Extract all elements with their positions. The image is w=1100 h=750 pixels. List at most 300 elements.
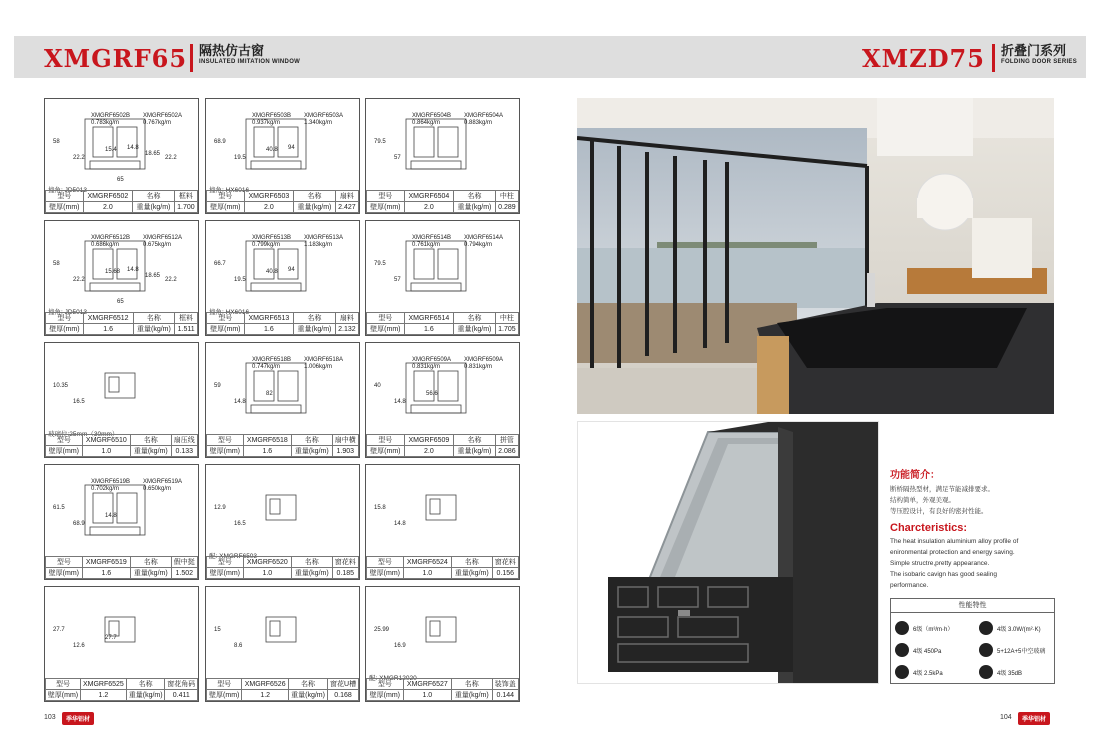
dimension-label: 40.8 bbox=[266, 147, 278, 153]
model-value: XMGRF6502 bbox=[83, 191, 133, 202]
weight-value: 0.411 bbox=[165, 690, 198, 701]
wall-value: 1.0 bbox=[243, 568, 291, 579]
spec-label: 型号 bbox=[367, 191, 405, 202]
profile-cell bbox=[365, 98, 520, 214]
spec-label: 名称 bbox=[451, 557, 492, 568]
model-value: XMGRF6525 bbox=[80, 679, 126, 690]
spec-label: 重量(kg/m) bbox=[288, 690, 327, 701]
model-value: XMGRF6524 bbox=[403, 557, 451, 568]
dimension-label: 16.9 bbox=[394, 643, 406, 649]
part-label: 0.650kg/m bbox=[143, 486, 172, 492]
features-cn-line: 结构简单，外观美观。 bbox=[890, 497, 955, 504]
thermal-icon bbox=[979, 621, 993, 635]
features-cn-line: 断桥隔热型材，满足节能减排要求。 bbox=[890, 486, 994, 493]
dimension-label: 22.2 bbox=[165, 155, 177, 161]
dimension-label: 58 bbox=[53, 139, 60, 145]
profile-cell bbox=[365, 586, 520, 702]
dimension-label: 14.8 bbox=[105, 513, 117, 519]
dimension-label: 14.8 bbox=[127, 267, 139, 273]
dimension-label: 57 bbox=[394, 155, 401, 161]
dimension-label: 56.6 bbox=[426, 391, 438, 397]
weight-value: 0.133 bbox=[171, 446, 197, 457]
part-label: XMGRF6503B bbox=[252, 113, 292, 119]
spec-label: 重量(kg/m) bbox=[454, 324, 496, 335]
weight-value: 0.168 bbox=[328, 690, 359, 701]
part-label: XMGRF6519A bbox=[143, 479, 183, 485]
spec-table bbox=[366, 434, 519, 457]
dimension-label: 14.8 bbox=[127, 145, 139, 151]
cell-note: 配: XMGRF6503 bbox=[209, 553, 258, 560]
part-label: XMGRF6518B bbox=[252, 357, 292, 363]
watertightness-icon bbox=[895, 643, 909, 657]
features-en-title: Charcteristics: bbox=[890, 522, 968, 534]
spec-label: 型号 bbox=[46, 191, 84, 202]
weight-value: 0.289 bbox=[495, 202, 518, 213]
dimension-label: 15 bbox=[214, 627, 221, 633]
part-label: 0.831kg/m bbox=[412, 364, 441, 370]
wall-value: 1.6 bbox=[404, 324, 454, 335]
sound-insulation-icon bbox=[979, 665, 993, 679]
profile-cell bbox=[44, 342, 199, 458]
dimension-label: 8.6 bbox=[234, 643, 243, 649]
spec-label: 重量(kg/m) bbox=[451, 568, 492, 579]
wall-value: 1.0 bbox=[82, 446, 130, 457]
dimension-label: 16.5 bbox=[73, 399, 85, 405]
features-en-line: Simple structre,pretty appearance. bbox=[890, 560, 990, 567]
profile-drawing bbox=[366, 99, 519, 185]
dimension-label: 79.5 bbox=[374, 139, 386, 145]
part-label: 0.883kg/m bbox=[464, 120, 493, 126]
model-value: XMGRF6518 bbox=[243, 435, 291, 446]
part-label: XMGRF6504A bbox=[464, 113, 504, 119]
spec-label: 重量(kg/m) bbox=[133, 324, 175, 335]
model-value: XMGRF6520 bbox=[243, 557, 291, 568]
cell-note: 撞角: JD5013 bbox=[48, 309, 88, 316]
spec-label: 重量(kg/m) bbox=[291, 568, 332, 579]
frame-cross-section-image bbox=[577, 421, 879, 684]
dimension-label: 25.99 bbox=[374, 627, 390, 633]
name-value: 扇中横 bbox=[332, 435, 358, 446]
performance-row bbox=[975, 617, 1041, 639]
dimension-label: 68.9 bbox=[214, 139, 226, 145]
spec-label: 型号 bbox=[46, 435, 83, 446]
performance-value: 4级 450Pa bbox=[913, 648, 942, 655]
name-value: 窗花料 bbox=[492, 557, 518, 568]
name-value: 窗花料 bbox=[332, 557, 358, 568]
spec-label: 名称 bbox=[126, 679, 165, 690]
spec-label: 重量(kg/m) bbox=[294, 202, 336, 213]
part-label: XMGRF6514B bbox=[412, 235, 452, 241]
wall-value: 1.6 bbox=[82, 568, 130, 579]
right-brand-logo: 季华铝材 bbox=[1018, 712, 1050, 725]
part-label: 0.831kg/m bbox=[464, 364, 493, 370]
performance-table bbox=[890, 598, 1055, 684]
profile-drawing bbox=[206, 221, 359, 307]
profile-cell bbox=[44, 464, 199, 580]
name-value: 扇料 bbox=[335, 313, 358, 324]
dimension-label: 57 bbox=[394, 277, 401, 283]
performance-value: 4级 35dB bbox=[997, 670, 1023, 677]
performance-row bbox=[975, 639, 1045, 661]
spec-label: 壁厚(mm) bbox=[46, 202, 84, 213]
spec-label: 壁厚(mm) bbox=[46, 690, 81, 701]
part-label: 0.747kg/m bbox=[252, 364, 281, 370]
model-value: XMGRF6504 bbox=[404, 191, 454, 202]
dimension-label: 15.4 bbox=[105, 147, 117, 153]
profile-drawing bbox=[45, 99, 198, 185]
spec-table bbox=[45, 434, 198, 457]
spec-label: 型号 bbox=[46, 313, 84, 324]
weight-value: 2.132 bbox=[335, 324, 358, 335]
profile-drawing bbox=[206, 465, 359, 551]
part-label: 0.686kg/m bbox=[91, 242, 120, 248]
weight-value: 1.700 bbox=[174, 202, 197, 213]
spec-table bbox=[366, 312, 519, 335]
dimension-label: 14.8 bbox=[234, 399, 246, 405]
cell-note: 玻璃位:25mm（30mm） bbox=[48, 431, 119, 438]
spec-label: 重量(kg/m) bbox=[130, 446, 171, 457]
dimension-label: 65 bbox=[117, 299, 124, 305]
part-label: XMGRF6504B bbox=[412, 113, 452, 119]
spec-label: 名称 bbox=[294, 191, 336, 202]
spec-label: 重量(kg/m) bbox=[454, 202, 496, 213]
weight-value: 1.502 bbox=[171, 568, 197, 579]
profile-drawing bbox=[45, 465, 198, 551]
spec-label: 型号 bbox=[367, 313, 405, 324]
dimension-label: 14.8 bbox=[394, 521, 406, 527]
performance-row bbox=[975, 661, 1022, 683]
name-value: 窗花角码 bbox=[165, 679, 198, 690]
spec-table bbox=[206, 678, 359, 701]
profile-drawing bbox=[206, 343, 359, 429]
part-label: 0.864kg/m bbox=[412, 120, 441, 126]
part-label: XMGRF6513A bbox=[304, 235, 344, 241]
spec-label: 名称 bbox=[454, 191, 496, 202]
profile-drawing bbox=[366, 343, 519, 429]
wind-pressure-icon bbox=[895, 665, 909, 679]
model-value: XMGRF6527 bbox=[403, 679, 451, 690]
dimension-label: 18.65 bbox=[145, 273, 161, 279]
spec-label: 壁厚(mm) bbox=[367, 324, 405, 335]
dimension-label: 27.7 bbox=[53, 627, 65, 633]
dimension-label: 22.2 bbox=[165, 277, 177, 283]
profile-drawing bbox=[206, 99, 359, 185]
weight-value: 1.511 bbox=[175, 324, 198, 335]
dimension-label: 40.8 bbox=[266, 269, 278, 275]
dimension-label: 59 bbox=[214, 383, 221, 389]
part-label: 0.937kg/m bbox=[252, 120, 281, 126]
dimension-label: 40 bbox=[374, 383, 381, 389]
spec-label: 名称 bbox=[288, 679, 327, 690]
model-value: XMGRF6514 bbox=[404, 313, 454, 324]
cell-note: 撞角: HX6016 bbox=[209, 309, 250, 316]
spec-table bbox=[45, 678, 198, 701]
weight-value: 0.156 bbox=[492, 568, 518, 579]
dimension-label: 18.65 bbox=[145, 151, 161, 157]
spec-label: 重量(kg/m) bbox=[133, 202, 175, 213]
features-en-line: performance. bbox=[890, 582, 929, 589]
wall-value: 1.6 bbox=[243, 446, 291, 457]
dimension-label: 68.9 bbox=[73, 521, 85, 527]
profile-drawing bbox=[45, 221, 198, 307]
spec-table bbox=[206, 434, 359, 457]
spec-table bbox=[366, 678, 519, 701]
part-label: XMGRF6512B bbox=[91, 235, 131, 241]
weight-value: 0.144 bbox=[492, 690, 518, 701]
spec-label: 型号 bbox=[46, 679, 81, 690]
spec-label: 壁厚(mm) bbox=[367, 568, 404, 579]
name-value: 装饰盖 bbox=[492, 679, 518, 690]
model-value: XMGRF6526 bbox=[242, 679, 289, 690]
spec-label: 型号 bbox=[207, 557, 244, 568]
dimension-label: 27.7 bbox=[105, 635, 117, 641]
profile-cell bbox=[205, 586, 360, 702]
profile-drawing bbox=[45, 587, 198, 673]
dimension-label: 10.35 bbox=[53, 383, 69, 389]
weight-value: 2.086 bbox=[495, 446, 518, 457]
features-cn-line: 等压腔设计，有良好的密封性能。 bbox=[890, 508, 988, 515]
part-label: XMGRF6509A bbox=[464, 357, 504, 363]
weight-value: 0.185 bbox=[332, 568, 358, 579]
spec-label: 重量(kg/m) bbox=[451, 690, 492, 701]
spec-label: 型号 bbox=[46, 557, 83, 568]
part-label: 0.675kg/m bbox=[143, 242, 172, 248]
performance-value: 4级 3.0W/(m²·K) bbox=[997, 626, 1041, 633]
spec-label: 型号 bbox=[367, 435, 405, 446]
name-value: 中柱 bbox=[495, 313, 518, 324]
dimension-label: 12.6 bbox=[73, 643, 85, 649]
spec-label: 壁厚(mm) bbox=[46, 446, 83, 457]
spec-label: 重量(kg/m) bbox=[294, 324, 336, 335]
name-value: 中柱 bbox=[495, 191, 518, 202]
spec-label: 名称 bbox=[130, 435, 171, 446]
dimension-label: 22.2 bbox=[73, 277, 85, 283]
dimension-label: 82 bbox=[266, 391, 273, 397]
model-value: XMGRF6512 bbox=[83, 313, 133, 324]
dimension-label: 14.8 bbox=[394, 399, 406, 405]
name-value: 扇压线 bbox=[171, 435, 197, 446]
spec-table bbox=[206, 312, 359, 335]
left-series-title: XMGRF65 bbox=[44, 44, 188, 73]
spec-label: 名称 bbox=[291, 435, 332, 446]
wall-value: 2.0 bbox=[244, 202, 294, 213]
spec-label: 型号 bbox=[367, 557, 404, 568]
wall-value: 2.0 bbox=[83, 202, 133, 213]
features-section bbox=[890, 466, 1065, 591]
profile-drawing bbox=[366, 465, 519, 551]
weight-value: 2.427 bbox=[335, 202, 358, 213]
spec-label: 重量(kg/m) bbox=[130, 568, 171, 579]
spec-label: 型号 bbox=[207, 191, 245, 202]
left-series-cn: 隔热仿古窗 bbox=[199, 44, 265, 59]
part-label: XMGRF6512A bbox=[143, 235, 183, 241]
profile-cell bbox=[44, 586, 199, 702]
name-value: 窗花U槽 bbox=[328, 679, 359, 690]
profile-cell bbox=[205, 342, 360, 458]
wall-value: 1.2 bbox=[80, 690, 126, 701]
right-page-number: 104 bbox=[1000, 714, 1012, 721]
part-label: XMGRF6513B bbox=[252, 235, 292, 241]
profile-cell bbox=[205, 220, 360, 336]
spec-table bbox=[45, 312, 198, 335]
dimension-label: 58 bbox=[53, 261, 60, 267]
part-label: 0.799kg/m bbox=[252, 242, 281, 248]
spec-table bbox=[366, 556, 519, 579]
part-label: 1.183kg/m bbox=[304, 242, 333, 248]
spec-label: 型号 bbox=[207, 313, 245, 324]
part-label: XMGRF6514A bbox=[464, 235, 504, 241]
performance-row bbox=[891, 617, 953, 639]
part-label: XMGRF6502A bbox=[143, 113, 183, 119]
glass-icon bbox=[979, 643, 993, 657]
wall-value: 1.6 bbox=[244, 324, 294, 335]
weight-value: 1.705 bbox=[495, 324, 518, 335]
name-value: 拼管 bbox=[495, 435, 518, 446]
dimension-label: 94 bbox=[288, 145, 295, 151]
spec-label: 壁厚(mm) bbox=[207, 324, 245, 335]
features-cn-title: 功能简介： bbox=[890, 470, 940, 481]
wall-value: 1.0 bbox=[403, 690, 451, 701]
spec-label: 型号 bbox=[207, 435, 244, 446]
features-en-line: The heat insulation aluminium alloy profile of bbox=[890, 538, 1019, 545]
wall-value: 2.0 bbox=[404, 202, 454, 213]
dimension-label: 19.5 bbox=[234, 155, 246, 161]
spec-label: 名称 bbox=[454, 313, 496, 324]
folding-door-photo bbox=[577, 98, 1054, 414]
dimension-label: 16.5 bbox=[234, 521, 246, 527]
performance-value: 6级（m³/m·h） bbox=[913, 626, 954, 633]
profile-cell bbox=[365, 464, 520, 580]
dimension-label: 12.9 bbox=[214, 505, 226, 511]
left-series-en: INSULATED IMITATION WINDOW bbox=[199, 59, 301, 65]
right-series-en: FOLDING DOOR SERIES bbox=[1001, 59, 1078, 65]
name-value: 假中挺 bbox=[171, 557, 197, 568]
dimension-label: 65 bbox=[117, 177, 124, 183]
features-en-line: The isobaric cavign has good sealing bbox=[890, 571, 997, 578]
profile-cell bbox=[365, 342, 520, 458]
model-value: XMGRF6503 bbox=[244, 191, 294, 202]
spec-label: 型号 bbox=[367, 679, 404, 690]
left-brand-logo: 季华铝材 bbox=[62, 712, 94, 725]
spec-label: 名称 bbox=[294, 313, 336, 324]
spec-label: 壁厚(mm) bbox=[367, 446, 405, 457]
profile-cell bbox=[205, 98, 360, 214]
model-value: XMGRF6513 bbox=[244, 313, 294, 324]
dimension-label: 94 bbox=[288, 267, 295, 273]
spec-label: 壁厚(mm) bbox=[367, 202, 405, 213]
performance-row bbox=[891, 639, 941, 661]
wall-value: 1.6 bbox=[83, 324, 133, 335]
spec-label: 壁厚(mm) bbox=[207, 202, 245, 213]
model-value: XMGRF6509 bbox=[404, 435, 454, 446]
model-value: XMGRF6519 bbox=[82, 557, 130, 568]
profile-cell bbox=[365, 220, 520, 336]
spec-label: 重量(kg/m) bbox=[454, 446, 496, 457]
wall-value: 2.0 bbox=[404, 446, 454, 457]
performance-value: 4级 2.5kPa bbox=[913, 670, 943, 677]
wall-value: 1.2 bbox=[242, 690, 289, 701]
right-series-title: XMZD75 bbox=[862, 44, 985, 73]
part-label: XMGRF6509A bbox=[412, 357, 452, 363]
spec-label: 壁厚(mm) bbox=[367, 690, 404, 701]
part-label: 1.006kg/m bbox=[304, 364, 333, 370]
spec-label: 名称 bbox=[133, 191, 175, 202]
part-label: XMGRF6519B bbox=[91, 479, 131, 485]
spec-table bbox=[366, 190, 519, 213]
features-en-line: enironmental protection and energy saving. bbox=[890, 549, 1015, 556]
cell-note: 撞角: JD5013 bbox=[48, 187, 88, 194]
spec-label: 重量(kg/m) bbox=[126, 690, 165, 701]
wall-value: 1.0 bbox=[403, 568, 451, 579]
spec-table bbox=[206, 190, 359, 213]
spec-label: 名称 bbox=[454, 435, 496, 446]
spec-table bbox=[206, 556, 359, 579]
right-series-subtitle bbox=[992, 44, 1077, 72]
cell-note: 配: XMGR12020 bbox=[369, 675, 417, 682]
spec-label: 型号 bbox=[207, 679, 242, 690]
dimension-label: 66.7 bbox=[214, 261, 226, 267]
dimension-label: 15.8 bbox=[374, 505, 386, 511]
dimension-label: 61.5 bbox=[53, 505, 65, 511]
performance-row bbox=[891, 661, 943, 683]
performance-title: 性能特性 bbox=[891, 599, 1054, 613]
name-value: 框料 bbox=[174, 191, 197, 202]
performance-value: 5+12A+5中空玻璃 bbox=[997, 648, 1046, 655]
spec-label: 壁厚(mm) bbox=[207, 690, 242, 701]
spec-table bbox=[45, 190, 198, 213]
spec-label: 重量(kg/m) bbox=[291, 446, 332, 457]
airtightness-icon bbox=[895, 621, 909, 635]
part-label: 0.767kg/m bbox=[143, 120, 172, 126]
spec-label: 壁厚(mm) bbox=[207, 446, 244, 457]
part-label: 0.702kg/m bbox=[91, 486, 120, 492]
spec-label: 名称 bbox=[133, 313, 175, 324]
spec-label: 壁厚(mm) bbox=[46, 568, 83, 579]
name-value: 框料 bbox=[175, 313, 198, 324]
cell-note: 撞角: HX6016 bbox=[209, 187, 250, 194]
part-label: 0.761kg/m bbox=[412, 242, 441, 248]
dimension-label: 19.5 bbox=[234, 277, 246, 283]
part-label: XMGRF6518A bbox=[304, 357, 344, 363]
dimension-label: 79.5 bbox=[374, 261, 386, 267]
spec-table bbox=[45, 556, 198, 579]
part-label: XMGRF6502B bbox=[91, 113, 131, 119]
left-series-subtitle bbox=[190, 44, 300, 72]
profile-cell bbox=[44, 98, 199, 214]
part-label: 0.783kg/m bbox=[91, 120, 120, 126]
name-value: 扇料 bbox=[335, 191, 358, 202]
profile-cell bbox=[44, 220, 199, 336]
spec-label: 壁厚(mm) bbox=[46, 324, 84, 335]
page-header bbox=[14, 36, 1086, 78]
part-label: XMGRF6503A bbox=[304, 113, 344, 119]
spec-label: 壁厚(mm) bbox=[207, 568, 244, 579]
spec-label: 名称 bbox=[130, 557, 171, 568]
profile-drawing bbox=[206, 587, 359, 673]
model-value: XMGRF6510 bbox=[82, 435, 130, 446]
profile-cell bbox=[205, 464, 360, 580]
right-series-cn: 折叠门系列 bbox=[1001, 44, 1067, 59]
profile-drawing bbox=[366, 221, 519, 307]
part-label: 1.340kg/m bbox=[304, 120, 333, 126]
left-page-number: 103 bbox=[44, 714, 56, 721]
spec-label: 名称 bbox=[451, 679, 492, 690]
part-label: 0.794kg/m bbox=[464, 242, 493, 248]
weight-value: 1.903 bbox=[332, 446, 358, 457]
dimension-label: 22.2 bbox=[73, 155, 85, 161]
dimension-label: 15.68 bbox=[105, 269, 121, 275]
spec-label: 名称 bbox=[291, 557, 332, 568]
